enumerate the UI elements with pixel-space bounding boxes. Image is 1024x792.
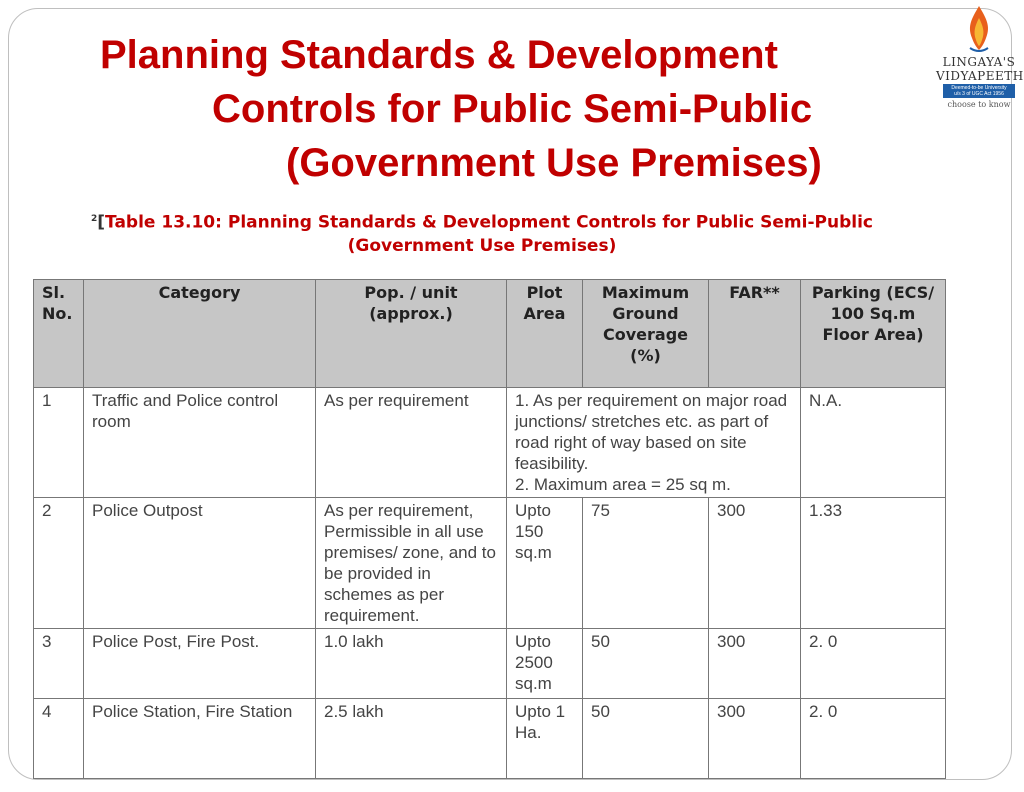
cell-merged-note xyxy=(507,388,801,498)
cell-category: Police Post, Fire Post. xyxy=(84,629,316,699)
cell-plot-area: Upto 150 sq.m xyxy=(507,498,583,629)
cell-max-coverage: 50 xyxy=(583,699,709,779)
cell-pop-unit: 2.5 lakh xyxy=(316,699,507,779)
cell-far: 300 xyxy=(709,699,801,779)
cell-max-coverage: 50 xyxy=(583,629,709,699)
cell-category: Police Station, Fire Station xyxy=(84,699,316,779)
header-sl-no: Sl. No. xyxy=(34,280,84,388)
standards-table xyxy=(33,279,946,779)
caption-bracket: [ xyxy=(97,212,106,233)
header-category: Category xyxy=(84,280,316,388)
table-row xyxy=(34,699,946,779)
cell-sl-no: 1 xyxy=(34,388,84,498)
header-max-coverage: Maximum Ground Coverage (%) xyxy=(583,280,709,388)
logo-badge xyxy=(943,84,1015,98)
title-line-3: (Government Use Premises) xyxy=(286,141,822,185)
logo-name-line-1: LINGAYA'S xyxy=(942,55,1016,69)
header-far: FAR** xyxy=(709,280,801,388)
logo-badge-line-1: Deemed-to-be University xyxy=(951,85,1007,91)
title-line-1: Planning Standards & Development xyxy=(100,33,778,77)
cell-plot-area: Upto 2500 sq.m xyxy=(507,629,583,699)
slide-title xyxy=(100,28,900,190)
table-caption xyxy=(82,208,882,258)
merged-note-text: 1. As per requirement on major road junctions/ stretches etc. as part of road right of way based on site feasibility. 2. Maximum area = 25 sq m. xyxy=(515,391,788,494)
cell-pop-unit: As per requirement, Permissible in all use premises/ zone, and to be provided in schemes as per requirement. xyxy=(316,498,507,629)
cell-sl-no: 4 xyxy=(34,699,84,779)
header-pop-unit: Pop. / unit (approx.) xyxy=(316,280,507,388)
logo-tagline: choose to know xyxy=(947,100,1011,109)
cell-parking: N.A. xyxy=(801,388,946,498)
cell-sl-no: 2 xyxy=(34,498,84,629)
caption-line-1: Table 13.10: Planning Standards & Development Controls for Public Semi-Public xyxy=(105,212,873,233)
cell-far: 300 xyxy=(709,629,801,699)
cell-parking: 2. 0 xyxy=(801,629,946,699)
cell-sl-no: 3 xyxy=(34,629,84,699)
cell-max-coverage: 75 xyxy=(583,498,709,629)
flame-logo-icon xyxy=(964,4,994,54)
cell-plot-area: Upto 1 Ha. xyxy=(507,699,583,779)
header-plot-area: Plot Area xyxy=(507,280,583,388)
title-line-2: Controls for Public Semi-Public xyxy=(212,87,813,131)
cell-parking: 2. 0 xyxy=(801,699,946,779)
table-row xyxy=(34,498,946,629)
university-logo xyxy=(936,4,1022,116)
cell-category: Traffic and Police control room xyxy=(84,388,316,498)
cell-pop-unit: 1.0 lakh xyxy=(316,629,507,699)
caption-line-2: (Government Use Premises) xyxy=(347,235,617,256)
cell-parking: 1.33 xyxy=(801,498,946,629)
caption-footnote-mark: 2 xyxy=(91,214,98,224)
header-parking: Parking (ECS/ 100 Sq.m Floor Area) xyxy=(801,280,946,388)
cell-pop-unit: As per requirement xyxy=(316,388,507,498)
table-row xyxy=(34,629,946,699)
logo-name-line-2: VIDYAPEETH xyxy=(936,69,1024,83)
cell-far: 300 xyxy=(709,498,801,629)
logo-badge-line-2: u/s 3 of UGC Act 1956 xyxy=(954,91,1004,97)
table-row xyxy=(34,388,946,498)
table-header-row xyxy=(34,280,946,388)
cell-category: Police Outpost xyxy=(84,498,316,629)
